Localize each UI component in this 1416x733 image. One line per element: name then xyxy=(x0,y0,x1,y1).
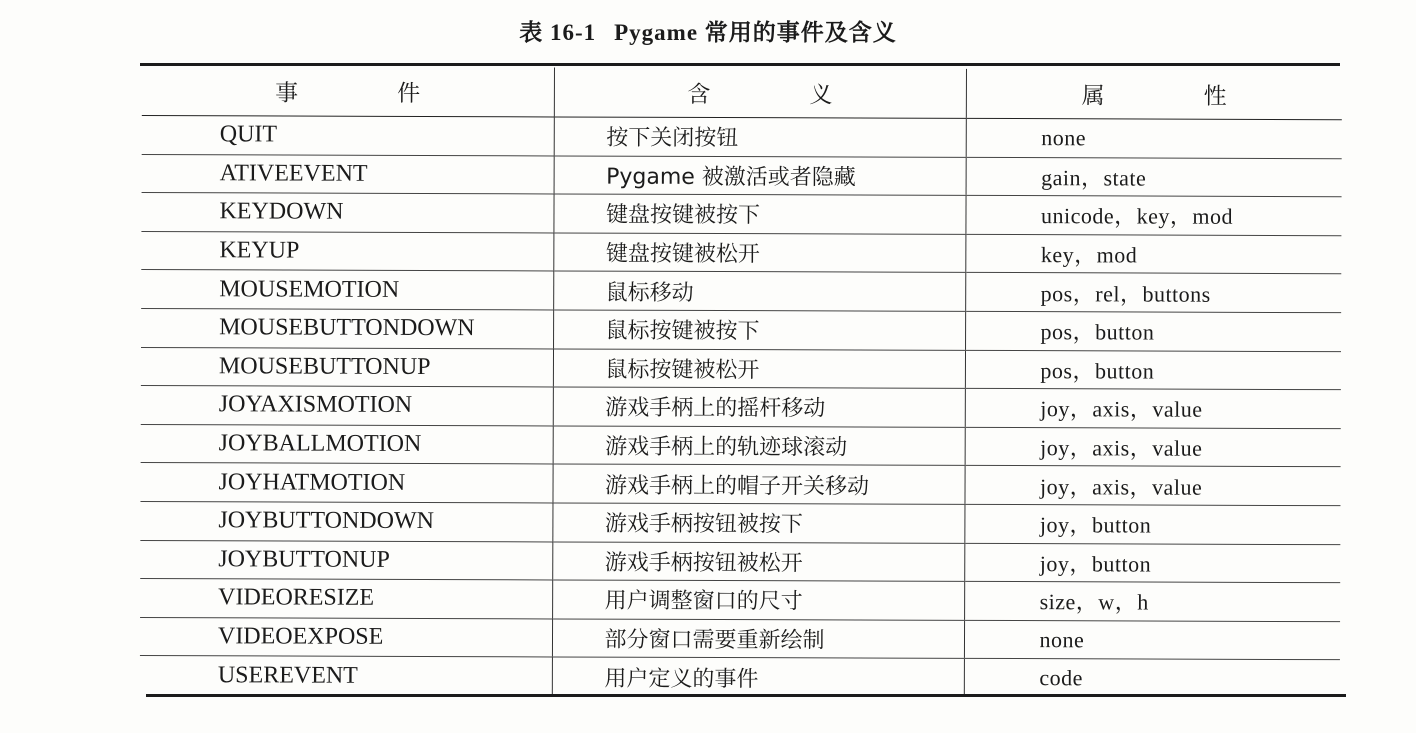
event-attributes-cell: joy，button xyxy=(964,504,1340,544)
event-meaning-cell: Pygame 被激活或者隐藏 xyxy=(554,156,966,196)
event-meaning-cell: 部分窗口需要重新绘制 xyxy=(552,619,964,659)
event-name-cell: JOYBUTTONDOWN xyxy=(140,501,552,541)
table-row xyxy=(140,579,1340,622)
table-row xyxy=(141,424,1341,467)
table-title: Pygame 常用的事件及含义 xyxy=(614,20,897,45)
table-row xyxy=(141,270,1341,313)
event-meaning-cell: 鼠标按键被按下 xyxy=(553,310,965,350)
event-attributes-cell: joy，axis，value xyxy=(964,466,1340,506)
event-name-cell: MOUSEBUTTONUP xyxy=(141,347,553,387)
header-event: 事 件 xyxy=(142,66,554,117)
event-name-cell: KEYUP xyxy=(141,231,553,271)
event-meaning-cell: 游戏手柄上的轨迹球滚动 xyxy=(553,426,965,466)
top-rule xyxy=(140,63,1340,66)
event-meaning-cell: 按下关闭按钮 xyxy=(554,117,966,157)
bottom-rule xyxy=(146,694,1346,697)
event-attributes-cell: pos，button xyxy=(965,311,1341,351)
event-name-cell: KEYDOWN xyxy=(141,193,553,233)
event-attributes-cell: gain，state xyxy=(966,157,1342,197)
event-name-cell: MOUSEBUTTONDOWN xyxy=(141,308,553,348)
table-row xyxy=(142,154,1342,197)
event-meaning-cell: 键盘按键被按下 xyxy=(553,194,965,234)
event-meaning-cell: 鼠标按键被松开 xyxy=(553,348,965,388)
event-attributes-cell: code xyxy=(964,659,1340,698)
table-body xyxy=(140,115,1342,698)
table-row xyxy=(141,308,1341,351)
event-attributes-cell: none xyxy=(966,118,1342,158)
event-name-cell: JOYHATMOTION xyxy=(140,463,552,503)
event-attributes-cell: joy，axis，value xyxy=(965,427,1341,467)
event-attributes-cell: size，w，h xyxy=(964,581,1340,621)
event-attributes-cell: joy，axis，value xyxy=(965,389,1341,429)
event-name-cell: JOYBALLMOTION xyxy=(141,424,553,464)
table-row xyxy=(140,501,1340,544)
event-name-cell: JOYAXISMOTION xyxy=(141,386,553,426)
event-meaning-cell: 键盘按键被松开 xyxy=(553,233,965,273)
event-attributes-cell: pos，button xyxy=(965,350,1341,390)
table-row xyxy=(142,115,1342,158)
event-name-cell: ATIVEEVENT xyxy=(142,154,554,194)
table-row xyxy=(141,231,1341,274)
event-name-cell: VIDEORESIZE xyxy=(140,579,552,619)
event-name-cell: MOUSEMOTION xyxy=(141,270,553,310)
header-row xyxy=(142,66,1342,120)
header-attributes: 属 性 xyxy=(966,69,1342,120)
event-meaning-cell: 鼠标移动 xyxy=(553,271,965,311)
event-name-cell: JOYBUTTONUP xyxy=(140,540,552,580)
event-attributes-cell: unicode，key，mod xyxy=(965,196,1341,236)
table-row xyxy=(140,656,1340,698)
table-row xyxy=(141,386,1341,429)
event-meaning-cell: 用户定义的事件 xyxy=(552,657,964,697)
event-name-cell: USEREVENT xyxy=(217,661,358,689)
table-number: 表 16-1 xyxy=(519,20,597,45)
table-row xyxy=(141,193,1341,236)
event-meaning-cell: 游戏手柄上的摇杆移动 xyxy=(553,387,965,427)
event-meaning-cell: 游戏手柄按钮被按下 xyxy=(552,503,964,543)
event-meaning-cell: 游戏手柄上的帽子开关移动 xyxy=(552,464,964,504)
header-meaning: 含 义 xyxy=(554,67,966,118)
table-row xyxy=(140,540,1340,583)
table-row xyxy=(141,347,1341,390)
table-row xyxy=(140,617,1340,660)
table-caption xyxy=(0,14,1416,47)
event-attributes-cell: key，mod xyxy=(965,234,1341,274)
event-attributes-cell: none xyxy=(964,620,1340,660)
events-table xyxy=(140,66,1342,698)
table-row xyxy=(140,463,1340,506)
event-name-cell: VIDEOEXPOSE xyxy=(140,617,552,657)
event-meaning-cell: 游戏手柄按钮被松开 xyxy=(552,541,964,581)
event-name-cell: QUIT xyxy=(142,115,554,155)
event-attributes-cell: pos，rel，buttons xyxy=(965,273,1341,313)
event-meaning-cell: 用户调整窗口的尺寸 xyxy=(552,580,964,620)
event-attributes-cell: joy，button xyxy=(964,543,1340,583)
